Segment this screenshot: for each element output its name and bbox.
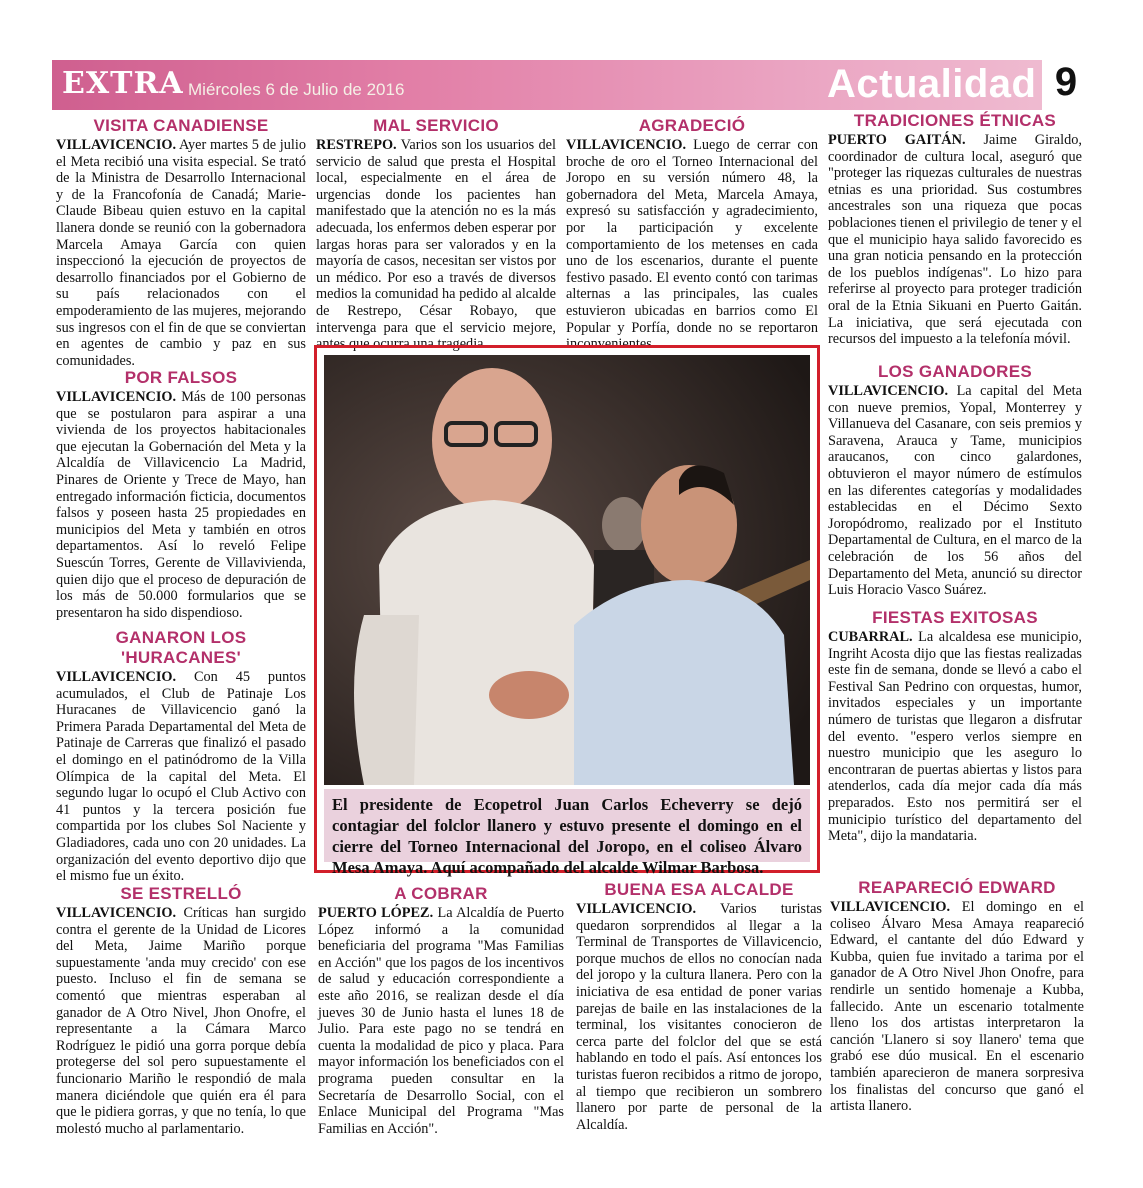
page-number: 9	[1042, 60, 1090, 110]
article-title: AGRADECIÓ	[638, 116, 746, 135]
article-body	[56, 389, 306, 621]
dateline: VILLAVICENCIO.	[576, 901, 697, 917]
photo-illustration	[324, 355, 810, 785]
dateline: VILLAVICENCIO.	[566, 137, 687, 153]
article-los-ganadores	[828, 362, 1082, 599]
article-body	[56, 137, 306, 369]
article-text: Luego de cerrar con broche de oro el Torneo Internacional del Joropo en su versión número 48, la gobernadora del Meta, Marcela Amaya, expresó su satisfacción y agradecimiento, por la participación y excelente comportamiento de los metenses en cada uno de los escenarios, durante el puente festivo pasado. El evento contó con tarimas alternas a las principales, las cuales estuvieron ubicadas en barrios como El Popular y Porfía, donde no se reportaron inconvenientes.	[566, 137, 818, 353]
article-body	[828, 629, 1082, 845]
article-title: FIESTAS EXITOSAS	[872, 608, 1038, 627]
news-photo	[324, 355, 810, 785]
article-title: SE ESTRELLÓ	[120, 884, 242, 903]
dateline: VILLAVICENCIO.	[56, 137, 177, 153]
dateline: VILLAVICENCIO.	[56, 905, 177, 921]
dateline: VILLAVICENCIO.	[56, 669, 177, 685]
article-fiestas-exitosas	[828, 608, 1082, 845]
article-text: La Alcaldía de Puerto López informó a la comunidad beneficiaria del programa "Mas Familias en Acción" que los pagos de los incentivos de salud y educación correspondiente a este año 2016, se realizan desde el día jueves 30 de Junio hasta el lunes 18 de Julio. Para este pago no se tendrá en cuenta la modalidad de pico y placa. Para mayor información los beneficiados con el programa pueden consultar en la Secretaría de Desarrollo Social, con el Enlace Municipal del Programa "Mas Familias en Acción".	[318, 905, 564, 1137]
article-text: Varios son los usuarios del servicio de salud que presta el Hospital local, especialmente en el área de urgencias donde los pacientes han manifestado que la atención no es la más adecuada, los enfermos deben esperar por largas horas para ser valorados y en la mayoría de casos, necesitan ser vistos por un médico. Por eso a través de diversos medios la comunidad ha pedido al alcalde de Restrepo, César Robayo, que intervenga para que el servicio mejore, antes que ocurra una tragedia.	[316, 137, 556, 353]
article-ganaron-los-huracanes	[56, 628, 306, 885]
article-a-cobrar	[318, 884, 564, 1137]
article-text: Ayer martes 5 de julio el Meta recibió una visita especial. Se trató de la Ministra de Desarrollo Internacional y de la Francofonía de Canadá; Marie-Claude Bibeau quien estuvo en la capital llanera donde se reunió con la gobernadora Marcela Amaya García con quien inspeccionó la ejecución de proyectos de desarrollo financiados por el Gobierno de su país relacionados con el empoderamiento de las mujeres, mejorando sus ingresos con el fin de que se conviertan en agentes de cambio y paz en sus comunidades.	[56, 137, 306, 369]
article-text: Jaime Giraldo, coordinador de cultura local, aseguró que "proteger las riquezas culturales de nuestras etnias es una prioridad. Sus costumbres ancestrales son una riqueza que pocas poblaciones tienen el privilegio de tener y el que el municipio haya salido favorecido es una gran noticia pensando en la protección de los pueblos indígenas". Lo hizo para referirse al proyecto para proteger tradición oral de la Etnia Sikuani en Puerto Gaitán. La iniciativa, que será ejecutada con recursos del impuesto a la telefonía móvil.	[828, 132, 1082, 348]
article-title: REAPARECIÓ EDWARD	[858, 878, 1056, 897]
article-title: MAL SERVICIO	[373, 116, 499, 135]
dateline: RESTREPO.	[316, 137, 397, 153]
photo-frame	[314, 345, 820, 877]
article-title: VISITA CANADIENSE	[93, 116, 269, 135]
article-por-falsos	[56, 368, 306, 621]
issue-date: Miércoles 6 de Julio de 2016	[188, 80, 405, 99]
dateline: CUBARRAL.	[828, 629, 913, 645]
section-title: Actualidad	[827, 62, 1037, 106]
dateline: PUERTO LÓPEZ.	[318, 905, 434, 921]
article-text: Críticas han surgido contra el gerente de la Unidad de Licores del Meta, Jaime Mariño porque supuestamente 'anda muy crecido' con ese puesto. Incluso el fin de semana se comentó que mientras esperaban al ganador de A Otro Nivel, Jhon Onofre, el representante a la Cámara Marco Rodríguez le pidió una gorra porque debía protegerse del sol pero supuestamente el funcionario Mariño le respondió de mala manera diciéndole que quién era él para que le pidiera gorras, y que no tenía, lo que molestó mucho al parlamentario.	[56, 905, 306, 1137]
article-text: El domingo en el coliseo Álvaro Mesa Amaya reapareció Edward, el cantante del dúo Edward y Kubba, quien fue invitado a tarima por el ganador de A Otro Nivel Jhon Onofre, para rendirle un sentido homenaje a Kubba, fallecido. Ante un escenario totalmente lleno los dos artistas interpretaron la canción 'Llanero si soy llanero' tema que grabó ese dúo musical. En el escenario también aparecieron de manera sorpresiva los finalistas del concurso que ganó el artista llanero.	[830, 899, 1085, 1115]
article-title: A COBRAR	[394, 884, 488, 903]
article-body	[56, 669, 306, 885]
article-title: POR FALSOS	[124, 368, 238, 387]
article-title: GANARON LOS 'HURACANES'	[115, 628, 247, 667]
article-body	[828, 132, 1082, 348]
article-text: Más de 100 personas que se postularon para aspirar a una vivienda de los proyectos habitacionales que ejecutan la Gobernación del Meta y la Alcaldía de Villavicencio La Madrid, Pinares de Oriente y Trece de Mayo, han entregado información ficticia, documentos falsos y poseen hasta 25 propiedades en municipios del Meta y también en otros departamentos. Así lo reveló Felipe Suescún Torres, Gerente de Villaviviendа, quien dijo que el proceso de depuración de los más de 50.000 formularios que se presentaron ha sido dispendioso.	[56, 389, 306, 621]
article-body	[830, 899, 1084, 1115]
article-text: Varios turistas quedaron sorprendidos al llegar a la Terminal de Transportes de Villavicencio, porque muchos de ellos no conocían nada del joropo y la cultura llanera. Pero con la iniciativa de esa entidad de poner varias parejas de baile en las instalaciones de la terminal, los visitantes conocieron de cerca parte del folclor del que se está hablando en todo el país. Así entonces los turistas fueron recibidos a ritmo de joropo, al tiempo que recibieron un sombrero llanero por parte de personal de la Alcaldía.	[576, 901, 822, 1133]
page-header	[52, 60, 1090, 110]
article-title: BUENA ESA ALCALDE	[604, 880, 794, 899]
article-body	[316, 137, 556, 353]
dateline: VILLAVICENCIO.	[56, 389, 177, 405]
article-se-estrello	[56, 884, 306, 1137]
article-buena-esa-alcalde	[576, 880, 822, 1133]
article-title: LOS GANADORES	[877, 362, 1033, 381]
article-title: TRADICIONES ÉTNICAS	[853, 111, 1057, 130]
article-text: Con 45 puntos acumulados, el Club de Patinaje Los Huracanes de Villavicencio ganó la Primera Parada Departamental del Meta de Patinaje de Carreras que finalizó el pasado el domingo en el patinódromo de la Villa Olímpica de la capital del Meta. El segundo lugar lo ocupó el Club Activo con 41 puntos y la tercera posición fue compartida por los clubes Sol Naciente y Gladiadores, cada uno con 20 unidades. La organización del evento deportivo dijo que el mismo fue un éxito.	[56, 669, 306, 885]
dateline: PUERTO GAITÁN.	[828, 132, 966, 148]
article-visita-canadiense	[56, 116, 306, 369]
photo-caption: El presidente de Ecopetrol Juan Carlos Echeverry se dejó contagiar del folclor llanero y estuvo presente el domingo en el cierre del Torneo Internacional del Joropo, en el coliseo Álvaro Mesa Amaya. Aquí acompañado del alcalde Wilmar Barbosa.	[324, 789, 810, 862]
article-reaparecio-edward	[830, 878, 1084, 1115]
article-body	[56, 905, 306, 1137]
dateline: VILLAVICENCIO.	[830, 899, 951, 915]
dateline: VILLAVICENCIO.	[828, 383, 949, 399]
article-body	[576, 901, 822, 1133]
article-body	[828, 383, 1082, 599]
article-tradiciones-etnicas	[828, 111, 1082, 348]
article-body	[566, 137, 818, 353]
newspaper-logo: EXTRA	[62, 66, 184, 101]
article-text: La capital del Meta con nueve premios, Yopal, Monterrey y Villanueva del Casanare, con seis premios y Saravena, Arauca y Tame, municipios araucanos, con cinco galardones, obtuvieron el mayor número de estímulos en las diferentes categorías y modalidades establecidas en el Décimo Sexto Joropódromo, realizado por el Instituto Departamental de Cultura, en el marco de la celebración de los 56 años del Departamento del Meta, anunció su director Luis Horacio Vasco Suárez.	[828, 383, 1082, 599]
article-text: La alcaldesa ese municipio, Ingriht Acosta dijo que las fiestas realizadas este fin de semana, donde se llevó a cabo el Festival San Pedrino con orquestas, humor, invitados especiales y un importante número de turistas que llegaron a disfrutar del evento. "espero verlos siempre en nuestro municipio que les aseguro lo encontraran de puertas abiertas y listos para atenderlos, cada día mejor cada día más preparados. Esto nos permitirá ser el municipio turístico del departamento del Meta", dijo la mandataria.	[828, 629, 1082, 845]
article-body	[318, 905, 564, 1137]
article-mal-servicio	[316, 116, 556, 353]
article-agradecio	[566, 116, 818, 353]
